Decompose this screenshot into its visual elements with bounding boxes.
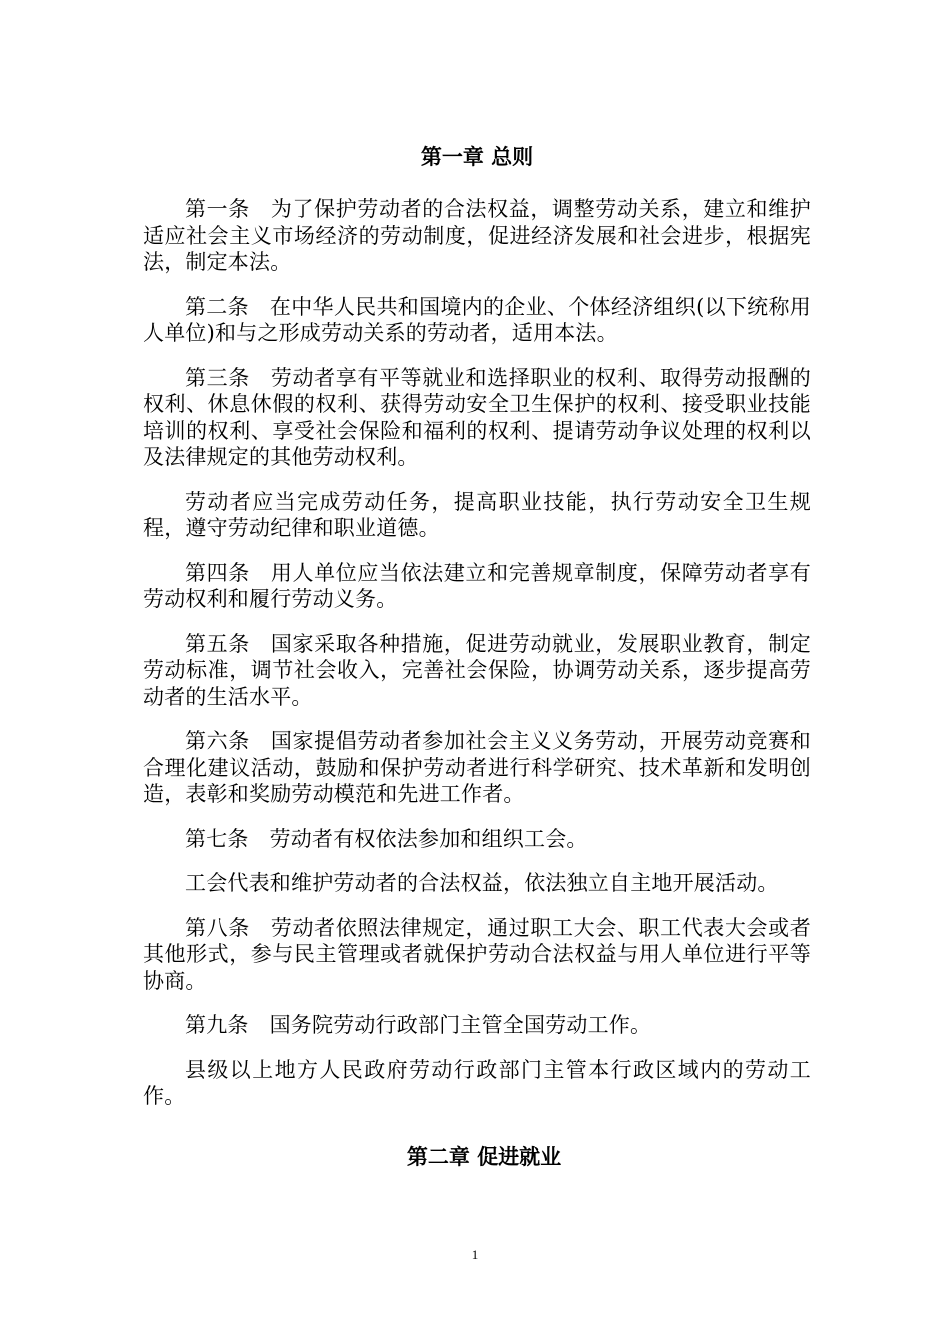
article-text: 劳动者应当完成劳动任务，提高职业技能，执行劳动安全卫生规程，遵守劳动纪律和职业道德。 [143,489,811,540]
article-number: 第七条 [185,826,249,851]
paragraph-article-4 [143,560,811,613]
article-number: 第五条 [185,631,250,656]
article-number: 第八条 [185,915,250,940]
article-text: 工会代表和维护劳动者的合法权益，依法独立自主地开展活动。 [185,871,779,895]
paragraph-article-1 [143,196,811,276]
article-text: 劳动者有权依法参加和组织工会。 [269,826,588,851]
article-text: 劳动者享有平等就业和选择职业的权利、取得劳动报酬的权利、休息休假的权利、获得劳动安全卫生保护的权利、接受职业技能培训的权利、享受社会保险和福利的权利、提请劳动争议处理的权利以及法律规定的其他劳动权利。 [143,365,811,469]
article-text: 在中华人民共和国境内的企业、个体经济组织(以下统称用人单位)和与之形成劳动关系的劳动者，适用本法。 [143,294,811,345]
chapter-title: 第一章 总则 [420,144,534,169]
chapter-title: 第二章 促进就业 [406,1143,562,1169]
article-number: 第六条 [185,729,250,753]
paragraph-article-2 [143,294,811,347]
article-text: 国家提倡劳动者参加社会主义义务劳动，开展劳动竞赛和合理化建议活动，鼓励和保护劳动者进行科学研究、技术革新和发明创造，表彰和奖励劳动模范和先进工作者。 [143,729,811,806]
paragraph-article-5 [143,631,811,711]
paragraph-article-3 [143,365,811,471]
article-number: 第一条 [185,197,250,221]
article-number: 第四条 [185,560,250,585]
paragraph-article-3-continued [143,489,811,542]
paragraph-article-7 [143,826,811,853]
article-text: 国务院劳动行政部门主管全国劳动工作。 [269,1013,652,1037]
article-number: 第九条 [185,1013,249,1037]
paragraph-article-8 [143,915,811,995]
paragraph-article-9-continued [143,1057,811,1110]
paragraph-article-9 [143,1012,811,1039]
page-number: 1 [471,1247,479,1262]
article-text: 县级以上地方人民政府劳动行政部门主管本行政区域内的劳动工作。 [143,1057,811,1108]
article-number: 第三条 [185,365,250,390]
article-text: 国家采取各种措施，促进劳动就业，发展职业教育，制定劳动标准，调节社会收入，完善社会保险，协调劳动关系，逐步提高劳动者的生活水平。 [143,631,811,709]
paragraph-article-6 [143,728,811,808]
article-number: 第二条 [185,294,249,319]
document-body [143,140,811,1196]
article-text: 为了保护劳动者的合法权益，调整劳动关系，建立和维护适应社会主义市场经济的劳动制度，促进经济发展和社会进步，根据宪法，制定本法。 [143,197,811,274]
article-text: 用人单位应当依法建立和完善规章制度，保障劳动者享有劳动权利和履行劳动义务。 [143,560,811,611]
article-text: 劳动者依照法律规定，通过职工大会、职工代表大会或者其他形式，参与民主管理或者就保护劳动合法权益与用人单位进行平等协商。 [143,915,811,993]
paragraph-article-7-continued [143,870,811,897]
